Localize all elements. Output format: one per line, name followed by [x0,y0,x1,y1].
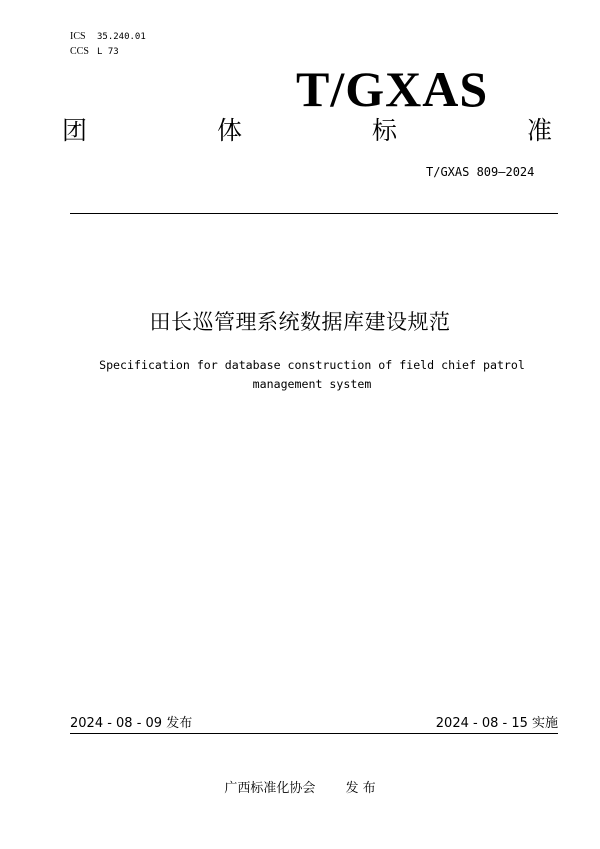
standard-type-char: 标 [371,116,397,145]
effective-date: 2024 - 08 - 15 实施 [435,716,558,731]
standard-type [62,116,552,146]
ccs-line [70,45,119,59]
document-title-cn: 田长巡管理系统数据库建设规范 [149,310,451,334]
publisher-line [0,777,600,796]
ccs-label: CCS [70,46,89,57]
header-divider [70,213,558,214]
standard-type-char: 团 [62,116,88,145]
standard-type-char: 体 [216,116,242,145]
publish-label: 发 布 [345,781,376,796]
standard-type-char: 准 [526,116,552,145]
ccs-value: L 73 [97,47,119,57]
standard-logo: T/GXAS [296,61,489,117]
ics-value: 35.240.01 [97,32,146,42]
standard-number: T/GXAS 809—2024 [426,165,535,179]
publisher-name: 广西标准化协会 [224,781,316,796]
ics-label: ICS [70,31,86,42]
ics-line [70,30,146,44]
document-title-en: Specification for database construction of field chief patrol management system [99,358,525,391]
issue-date: 2024 - 08 - 09 发布 [70,716,193,731]
footer-divider [70,733,558,734]
